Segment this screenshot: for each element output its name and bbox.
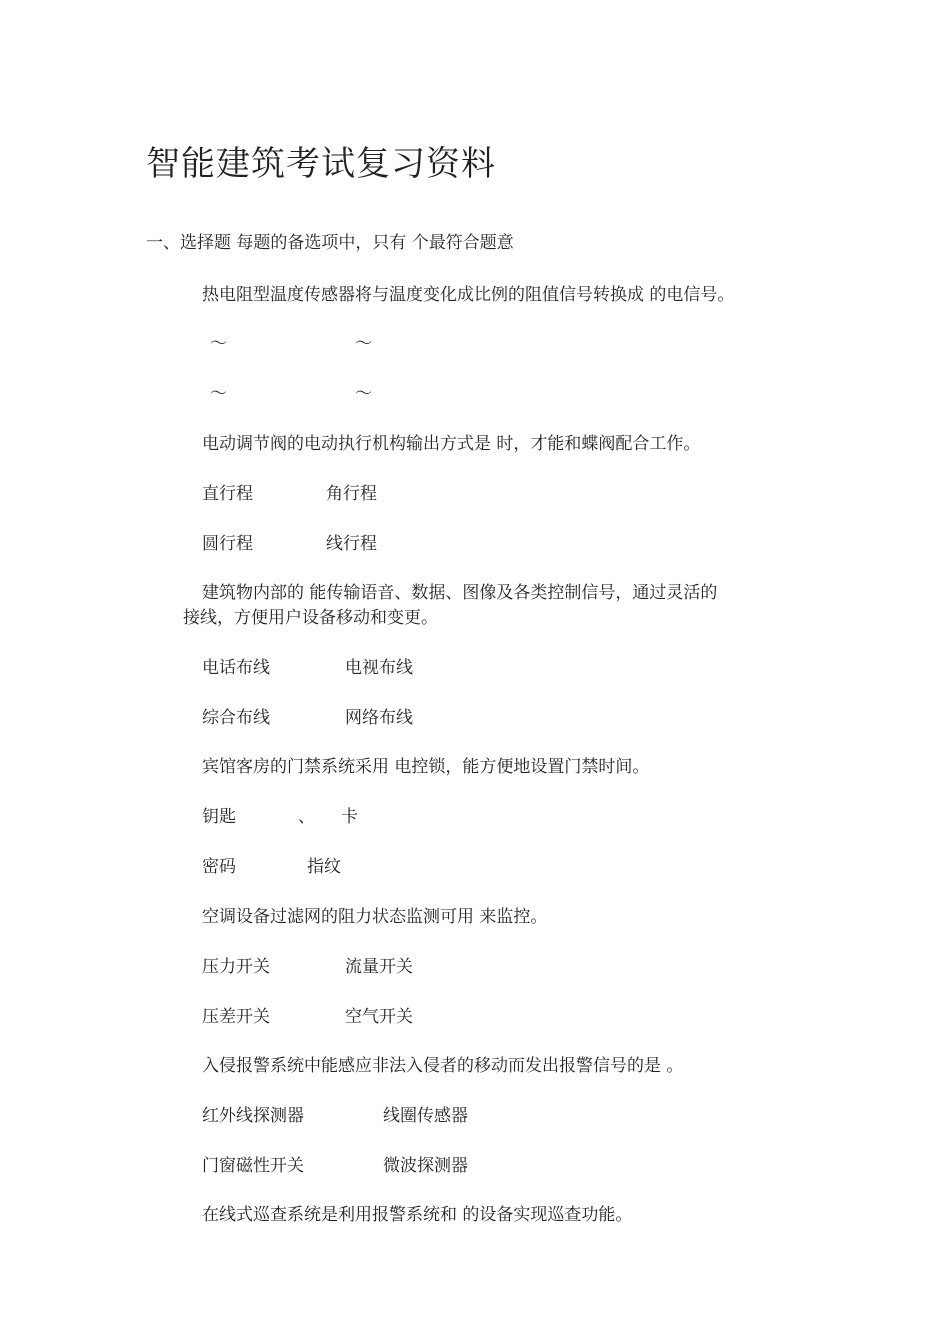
question-4: 宾馆客房的门禁系统采用 电控锁，能方便地设置门禁时间。 <box>202 757 650 777</box>
question-3: 建筑物内部的 能传输语音、数据、图像及各类控制信号，通过灵活的 <box>202 583 718 603</box>
option-6b: 线圈传感器 <box>383 1106 468 1126</box>
option-6a: 红外线探测器 <box>202 1106 304 1126</box>
option-2d: 线行程 <box>326 534 377 554</box>
option-5d: 空气开关 <box>345 1007 413 1027</box>
question-7: 在线式巡查系统是利用报警系统和 的设备实现巡查功能。 <box>202 1205 633 1225</box>
option-3c: 综合布线 <box>202 708 270 728</box>
option-2c: 圆行程 <box>202 534 253 554</box>
option-5b: 流量开关 <box>345 957 413 977</box>
option-5a: 压力开关 <box>202 957 270 977</box>
option-4d: 密码 <box>202 857 236 877</box>
option-1c: ～ <box>210 384 227 404</box>
page-title: 智能建筑考试复习资料 <box>146 144 496 184</box>
option-3b: 电视布线 <box>345 658 413 678</box>
option-2a: 直行程 <box>202 484 253 504</box>
option-3a: 电话布线 <box>202 658 270 678</box>
option-6c: 门窗磁性开关 <box>202 1156 304 1176</box>
option-3d: 网络布线 <box>345 708 413 728</box>
question-5: 空调设备过滤网的阻力状态监测可用 来监控。 <box>202 907 548 927</box>
question-1: 热电阻型温度传感器将与温度变化成比例的阻值信号转换成 的电信号。 <box>202 285 735 305</box>
option-6d: 微波探测器 <box>383 1156 468 1176</box>
option-4a: 钥匙 <box>202 807 236 827</box>
option-4e: 指纹 <box>307 857 341 877</box>
question-6: 入侵报警系统中能感应非法入侵者的移动而发出报警信号的是 。 <box>202 1056 684 1076</box>
question-2: 电动调节阀的电动执行机构输出方式是 时，才能和蝶阀配合工作。 <box>202 434 701 454</box>
option-4c: 卡 <box>341 807 358 827</box>
question-3-continued: 接线，方便用户设备移动和变更。 <box>183 608 438 628</box>
option-1a: ～ <box>210 334 227 354</box>
option-5c: 压差开关 <box>202 1007 270 1027</box>
option-1d: ～ <box>355 384 372 404</box>
option-1b: ～ <box>355 334 372 354</box>
option-4b: 、 <box>298 807 315 827</box>
option-2b: 角行程 <box>326 484 377 504</box>
section-heading: 一、选择题 每题的备选项中，只有 个最符合题意 <box>146 233 514 253</box>
